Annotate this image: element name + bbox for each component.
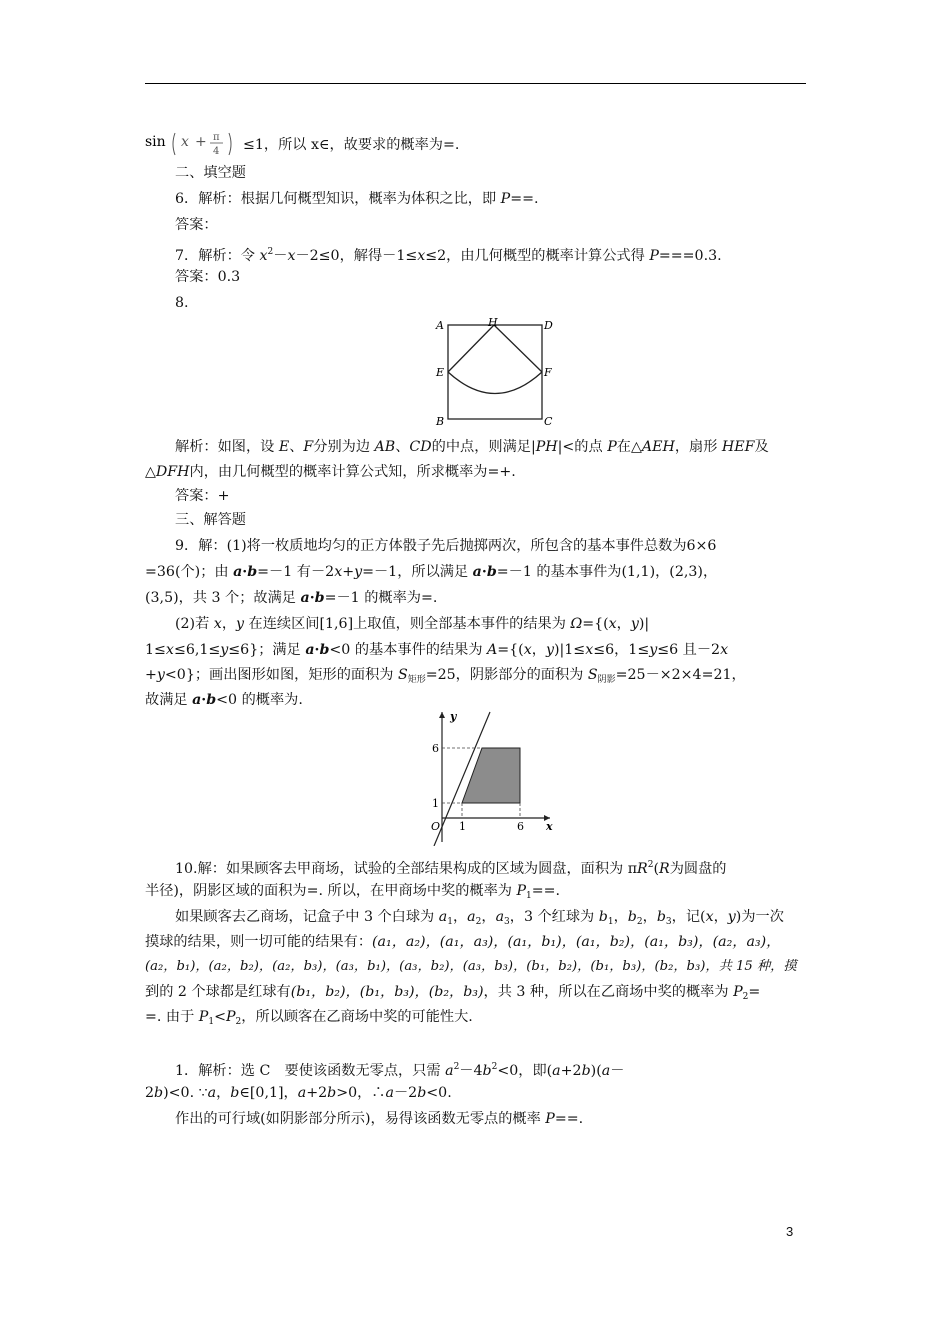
tick-y-1: 1 [432,797,439,810]
formula-plus: + [195,134,207,150]
label-B: B [436,415,445,428]
tick-x-1: 1 [459,820,466,833]
q10-line-2: 半径)，阴影区域的面积为=. 所以，在甲商场中奖的概率为 $P_1==$. [145,883,561,901]
extra1-line-1: 1．解析：选 C 要使该函数无零点，只需 $a^2-4b^2<0$，即(a+2b)(a－ [175,1062,625,1079]
label-F: F [544,366,552,379]
q9-line-6: +y<0}；画出图形如图，矩形的面积为 $S_{矩形}=25$，阴影部分的面积为 $S_{阴影}=25-\times 2\times 4=21$， [145,667,746,685]
q9-line-7: 故满足 a·b<0 的概率为. [145,692,303,708]
header-rule [145,83,806,84]
tick-y-6: 6 [432,742,439,755]
label-C: C [544,415,553,428]
q10-line-5: (a₂，b₁)，(a₂，b₂)，(a₂，b₃)，(a₃，b₁)，(a₃，b₂)，(a₃，b₃)，(b₁，b₂)，(b₁，b₃)，(b₂，b₃)，共 15 种，摸 [145,959,797,974]
page-number: 3 [786,1224,794,1239]
formula-rest: ≤1，所以 x∈，故要求的概率为=. [243,137,460,153]
label-A: A [436,319,444,332]
formula-num: π [213,132,220,143]
axis-x-label: x [546,820,553,833]
q10-line-1: 10.解：如果顾客去甲商场，试验的全部结果构成的区域为圆盘，面积为 $\pi R^2(R$为圆盘的 [175,860,727,877]
q8-answer: 答案：+ [175,488,230,504]
q10-line-4: 摸球的结果，则一切可能的结果有：(a₁，a₂)，(a₁，a₃)，(a₁，b₁)，(a₁，b₂)，(a₁，b₃)，(a₂，a₃)， [145,934,781,950]
sin-formula [145,129,243,159]
region-graph [420,708,560,846]
q6-answer: 答案： [175,217,218,233]
q7-answer: 答案：0.3 [175,269,241,285]
formula-den: 4 [213,146,220,157]
q9-line-1: 9．解：(1)将一枚质地均匀的正方体骰子先后抛掷两次，所包含的基本事件总数为6×6 [175,538,717,554]
q9-line-3: (3,5)，共 3 个；故满足 a·b=－1 的概率为=. [145,590,438,606]
q10-line-6: 到的 2 个球都是红球有(b₁，b₂)，(b₁，b₃)，(b₂，b₃)，共 3 种，所以在乙商场中奖的概率为 $P_2=$ [145,984,761,1002]
formula-fn: sin [145,134,166,150]
section-2-title: 二、填空题 [175,165,246,181]
axis-y-label: y [450,710,457,723]
label-E: E [436,366,445,379]
q9-line-4: (2)若 x，y 在连续区间[1,6]上取值，则全部基本事件的结果为 Ω={(x，y)| [175,616,650,632]
q8-solution-2: △DFH内，由几何概型的概率计算公式知，所求概率为=+. [145,464,516,480]
extra1-line-2: 2b)<0. ∵a，b∈[0,1]，a+2b>0，∴a－2b<0. [145,1085,452,1101]
q7-text: 7．解析：令 $x^2-x-2\le 0$，解得－1≤x≤2，由几何概型的概率计算公式得 P===0.3. [175,247,722,264]
extra1-line-3: 作出的可行域(如阴影部分所示)，易得该函数无零点的概率 P==. [175,1111,584,1127]
q6-text: 6．解析：根据几何概型知识，概率为体积之比，即 P==. [175,191,539,207]
origin-label: O [431,820,441,833]
square-sector-figure [430,315,560,430]
q9-line-2: =36(个)；由 a·b=－1 有－2x+y=－1，所以满足 a·b=－1 的基本事件为(1,1)，(2,3)， [145,564,718,580]
q10-line-7: =. 由于 $P_1<P_2$，所以顾客在乙商场中奖的可能性大. [145,1009,473,1027]
section-3-title: 三、解答题 [175,512,246,528]
formula-line [145,129,807,159]
q8-label: 8. [175,295,189,311]
q10-line-3: 如果顾客去乙商场，记盒子中 3 个白球为 $a_1$，$a_2$，$a_3$，3 个红球为 $b_1$，$b_2$，$b_3$，记(x，y)为一次 [175,909,784,927]
label-D: D [544,319,553,332]
tick-x-6: 6 [517,820,524,833]
q8-solution-1: 解析：如图，设 E、F分别为边 AB、CD的中点，则满足|PH|<的点 P在△AEH，扇形 HEF及 [175,439,769,455]
q9-line-5: 1≤x≤6,1≤y≤6}；满足 a·b<0 的基本事件的结果为 A={(x，y)|1≤x≤6，1≤y≤6 且－2x [145,642,729,658]
formula-var: x [181,134,189,150]
label-H: H [488,316,498,329]
